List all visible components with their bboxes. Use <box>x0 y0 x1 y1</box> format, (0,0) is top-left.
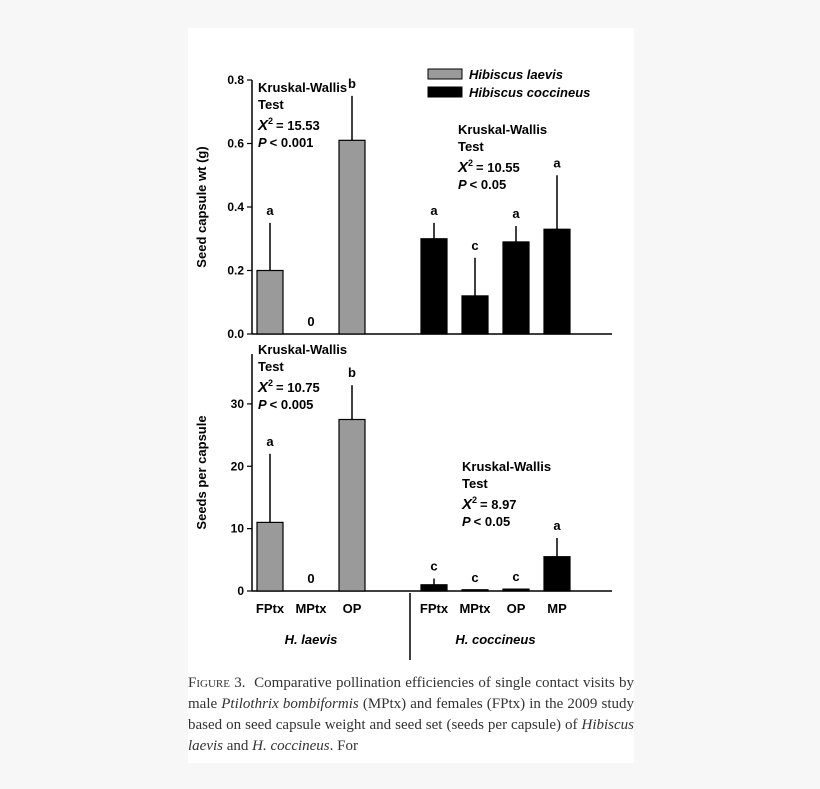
top-bar-op <box>339 140 365 334</box>
caption-species-1: Ptilothrix bombiformis <box>221 696 359 712</box>
caption-text-1: Comparative pollination efficiencies of single contact visits by male <box>188 675 634 712</box>
bottom-significance-letter: a <box>553 517 561 533</box>
bottom-bar-mp <box>544 557 570 591</box>
top-bar-mptx <box>462 296 488 334</box>
top-significance-letter: b <box>348 75 356 91</box>
bottom-coccineus-test-subtitle: Test <box>462 476 488 491</box>
bar-chart-figure <box>188 28 634 668</box>
bottom-bar-fptx <box>421 585 447 591</box>
bottom-laevis-p-value: P < 0.005 <box>258 397 314 412</box>
bottom-significance-letter: c <box>471 569 479 585</box>
top-y-tick-label: 0.2 <box>227 263 244 278</box>
top-y-tick-label: 0.4 <box>227 200 244 214</box>
top-coccineus-p-value: P < 0.05 <box>458 177 507 192</box>
caption-text-4: . For <box>329 738 358 754</box>
legend-label: Hibiscus laevis <box>469 67 563 82</box>
top-bar-mp <box>544 229 570 334</box>
top-coccineus-chi-square: $X^2 = 10.55$ <box>458 158 520 176</box>
legend-swatch <box>428 87 462 97</box>
bottom-coccineus-chi-square: $X^2 = 8.97$ <box>462 495 517 513</box>
caption-species-3: H. coccineus <box>252 738 330 754</box>
top-y-tick-label: 0.8 <box>227 73 244 87</box>
x-tick-label: MP <box>547 601 567 616</box>
species-group-label: H. laevis <box>284 632 338 647</box>
bottom-laevis-test-subtitle: Test <box>258 359 284 374</box>
caption-species-2: Hibiscus laevis <box>188 717 634 754</box>
x-tick-label: OP <box>506 601 526 616</box>
caption-label: Figure 3. <box>188 675 246 691</box>
top-bar-op <box>503 242 529 334</box>
bottom-laevis-chi-square: $X^2 = 10.75$ <box>258 378 320 396</box>
figure-panel <box>188 28 634 763</box>
top-significance-letter: 0 <box>307 314 315 329</box>
top-y-axis-title: Seed capsule wt (g) <box>194 146 209 268</box>
top-y-tick-label: 0.0 <box>227 327 244 341</box>
bottom-laevis-test-title: Kruskal-Wallis <box>258 342 348 357</box>
bottom-significance-letter: c <box>512 569 520 585</box>
top-bar-fptx <box>421 239 447 334</box>
legend-label: Hibiscus coccineus <box>469 85 591 100</box>
bottom-y-tick-label: 20 <box>230 459 244 474</box>
bottom-y-axis-title: Seeds per capsule <box>194 415 209 530</box>
x-tick-label: MPtx <box>459 601 491 616</box>
bottom-bar-fptx <box>257 522 283 591</box>
x-tick-label: MPtx <box>295 601 327 616</box>
bottom-bar-op <box>339 419 365 591</box>
top-y-tick-label: 0.6 <box>227 136 244 151</box>
top-laevis-test-subtitle: Test <box>258 97 284 112</box>
bottom-significance-letter: b <box>348 365 356 381</box>
bottom-y-tick-label: 10 <box>230 521 244 536</box>
caption-text-3: and <box>223 738 253 754</box>
top-significance-letter: a <box>553 155 561 171</box>
top-laevis-chi-square: $X^2 = 15.53$ <box>258 116 320 134</box>
x-tick-label: OP <box>342 601 362 616</box>
caption-text-2: (MPtx) and females (FPtx) in the 2009 study based on seed capsule weight and seed set (seeds per capsule) of <box>188 696 635 733</box>
top-laevis-test-title: Kruskal-Wallis <box>258 80 348 95</box>
bottom-significance-letter: a <box>266 433 274 449</box>
species-group-label: H. coccineus <box>455 632 536 647</box>
bottom-coccineus-test-title: Kruskal-Wallis <box>462 459 552 474</box>
legend-swatch <box>428 69 462 79</box>
bottom-coccineus-p-value: P < 0.05 <box>462 514 511 529</box>
top-coccineus-test-title: Kruskal-Wallis <box>458 122 548 137</box>
top-significance-letter: a <box>512 206 520 222</box>
top-significance-letter: c <box>471 237 479 253</box>
top-coccineus-test-subtitle: Test <box>458 139 484 154</box>
bottom-y-tick-label: 0 <box>237 584 244 598</box>
bottom-bar-mptx <box>462 590 488 591</box>
top-significance-letter: a <box>430 202 438 218</box>
top-significance-letter: a <box>266 202 274 218</box>
bottom-significance-letter: 0 <box>307 571 315 586</box>
bottom-bar-op <box>503 589 529 591</box>
x-tick-label: FPtx <box>419 601 449 616</box>
top-bar-fptx <box>257 271 283 335</box>
figure-caption <box>188 673 634 757</box>
top-laevis-p-value: P < 0.001 <box>258 135 314 150</box>
bottom-y-tick-label: 30 <box>230 396 244 411</box>
x-tick-label: FPtx <box>255 601 285 616</box>
bottom-significance-letter: c <box>430 558 438 574</box>
